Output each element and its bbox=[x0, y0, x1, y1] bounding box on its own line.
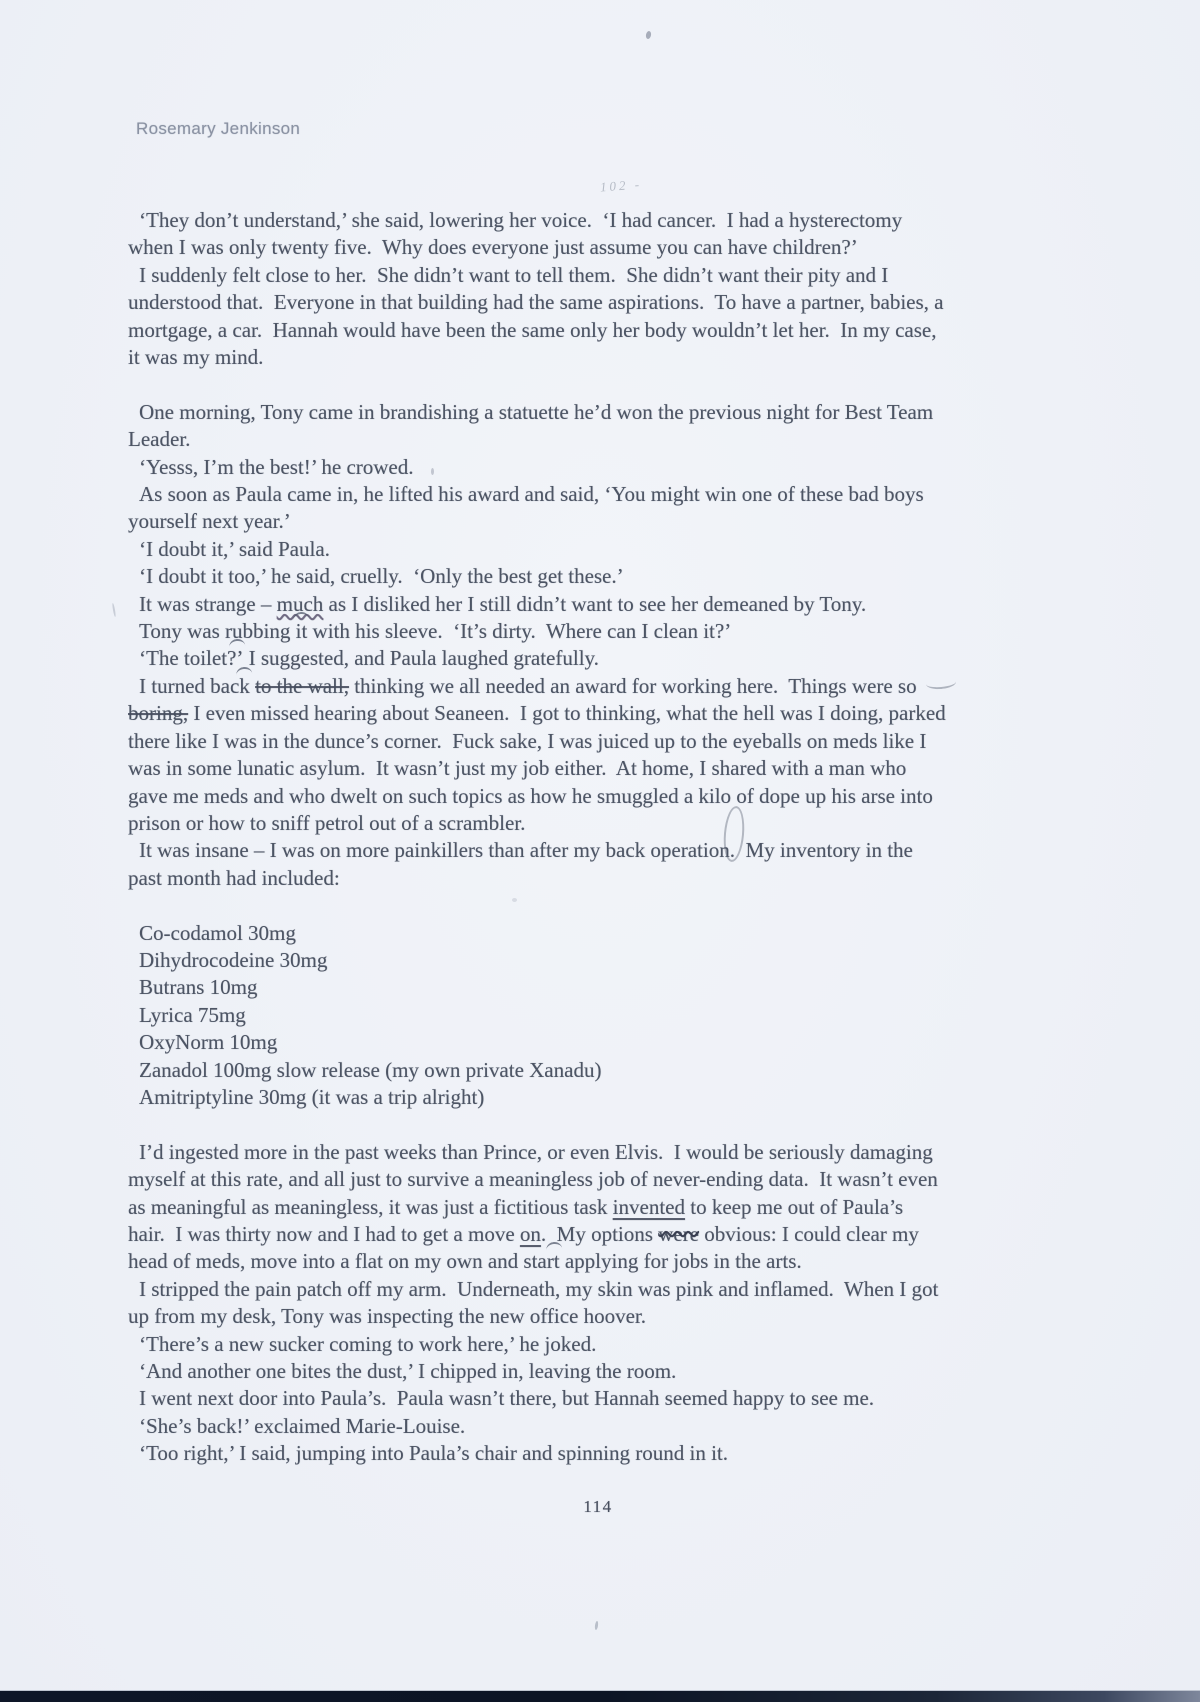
text-segment: it was my mind. bbox=[128, 345, 264, 370]
text-segment: as meaningful as meaningless, it was just a fictitious task bbox=[128, 1194, 613, 1219]
text-segment: ‘Yesss, I’m the best!’ he crowed. bbox=[139, 454, 414, 479]
text-segment: thinking we all needed an award for working here. Things were so bbox=[348, 673, 922, 698]
text-segment: Co-codamol 30mg bbox=[139, 920, 296, 945]
text-line bbox=[128, 1385, 1118, 1412]
text-segment: past month had included: bbox=[128, 865, 340, 890]
pen-annotated-text: boring, bbox=[128, 701, 189, 726]
text-segment: I’d ingested more in the past weeks than Prince, or even Elvis. I would be seriously damaging bbox=[139, 1139, 933, 1164]
text-line bbox=[128, 591, 1118, 618]
text-line bbox=[128, 262, 1118, 289]
page-number: 114 bbox=[583, 1497, 613, 1516]
text-line bbox=[128, 508, 1118, 535]
text-segment: hair. I was thirty now and I had to get a move bbox=[128, 1221, 520, 1246]
pen-annotated-text: on bbox=[519, 1221, 541, 1246]
text-segment: Zanadol 100mg slow release (my own private Xanadu) bbox=[139, 1057, 602, 1082]
text-segment: mortgage, a car. Hannah would have been the same only her body wouldn’t let her. In my case, bbox=[128, 317, 937, 342]
text-line bbox=[128, 1440, 1118, 1467]
text-segment: Amitriptyline 30mg (it was a trip alright) bbox=[139, 1084, 485, 1109]
text-segment: OxyNorm 10mg bbox=[139, 1030, 278, 1055]
text-line bbox=[128, 399, 1118, 426]
text-line bbox=[128, 700, 1118, 727]
text-segment: Tony was rubbing bbox=[139, 619, 296, 644]
text-segment: myself at this rate, and all just to survive a meaningless job of never-ending data. It wasn’t even bbox=[128, 1167, 938, 1192]
text-line bbox=[128, 1276, 1118, 1303]
author-header: Rosemary Jenkinson bbox=[136, 119, 301, 138]
text-line bbox=[128, 1002, 1118, 1029]
text-segment: Leader. bbox=[128, 427, 191, 452]
text-line bbox=[128, 1331, 1118, 1358]
text-segment: My inventory in the bbox=[734, 838, 913, 863]
text-segment: ‘I doubt it,’ said Paula. bbox=[139, 536, 330, 561]
text-segment: I went next door into Paula’s. Paula wasn’t there, but Hannah seemed happy to see me. bbox=[139, 1386, 875, 1411]
blank-line bbox=[128, 371, 1118, 398]
text-segment: . My options bbox=[540, 1221, 659, 1246]
text-line bbox=[128, 1166, 1118, 1193]
text-segment: when I was only twenty five. Why does everyone just assume you can have children?’ bbox=[128, 235, 858, 260]
text-line bbox=[128, 947, 1118, 974]
text-line bbox=[128, 481, 1118, 508]
pen-annotated-text: back bbox=[210, 673, 250, 698]
text-segment: As soon as Paula came in, he lifted his award and said, ‘You might win one of these bad boys bbox=[139, 482, 924, 507]
text-segment: I even missed hearing about Seaneen. I got to thinking, what the hell was I doing, parked bbox=[188, 701, 946, 726]
text-line bbox=[128, 755, 1118, 782]
text-segment: gave me meds and who dwelt on such topics as how he smuggled a kilo of dope up his arse into bbox=[128, 783, 933, 808]
pen-annotated-text: ‘The toilet?’ bbox=[139, 646, 244, 671]
text-segment: I suggested, and Paula laughed gratefully. bbox=[243, 646, 599, 671]
text-segment: applying for jobs in the arts. bbox=[559, 1249, 802, 1274]
text-line bbox=[128, 1358, 1118, 1385]
text-line bbox=[128, 234, 1118, 261]
pen-annotated-text: start bbox=[523, 1249, 560, 1274]
text-line bbox=[128, 1303, 1118, 1330]
text-segment: ‘She’s back!’ exclaimed Marie-Louise. bbox=[139, 1413, 466, 1438]
text-segment: as I disliked her I still didn’t want to see her demeaned by Tony. bbox=[323, 591, 867, 616]
text-segment: ‘They don’t understand,’ she said, lowering her voice. ‘I had cancer. I had a hysterectomy bbox=[139, 208, 903, 232]
text-segment: obvious: I could clear my bbox=[698, 1221, 919, 1246]
text-segment: I stripped the pain patch off my arm. Underneath, my skin was pink and inflamed. When I got bbox=[139, 1276, 939, 1301]
text-line bbox=[128, 810, 1118, 837]
text-line bbox=[128, 783, 1118, 810]
text-segment: Lyrica 75mg bbox=[139, 1002, 246, 1027]
text-segment: up from my desk, Tony was inspecting the new office hoover. bbox=[128, 1304, 646, 1329]
scanner-edge-bar bbox=[0, 1691, 1200, 1702]
text-segment: Dihydrocodeine 30mg bbox=[139, 947, 328, 972]
text-line bbox=[128, 1057, 1118, 1084]
text-line bbox=[128, 837, 1118, 864]
text-line bbox=[128, 974, 1118, 1001]
pen-annotated-text: were bbox=[658, 1221, 699, 1246]
pen-annotated-text: invented bbox=[612, 1194, 685, 1219]
text-line bbox=[128, 207, 1118, 234]
pen-annotated-text: much bbox=[276, 591, 324, 616]
text-segment: there like I was in the dunce’s corner. Fuck sake, I was juiced up to the eyeballs on meds like I bbox=[128, 728, 927, 753]
text-line bbox=[128, 344, 1118, 371]
text-line bbox=[128, 1248, 1118, 1275]
text-line bbox=[128, 454, 1118, 481]
text-segment: to keep me out of Paula’s bbox=[684, 1194, 904, 1219]
text-line bbox=[128, 645, 1118, 672]
text-line bbox=[128, 728, 1118, 755]
text-line bbox=[128, 920, 1118, 947]
text-line bbox=[128, 865, 1118, 892]
text-line bbox=[128, 1139, 1118, 1166]
text-segment: It was strange – bbox=[139, 591, 277, 616]
text-line bbox=[128, 536, 1118, 563]
text-segment: was in some lunatic asylum. It wasn’t just my job either. At home, I shared with a man who bbox=[128, 756, 907, 781]
text-line bbox=[128, 1413, 1118, 1440]
text-segment: It was insane – I was on more painkillers than after my back operation bbox=[139, 838, 730, 863]
text-segment: ‘I doubt it too,’ he said, cruelly. ‘Only the best get these.’ bbox=[139, 564, 624, 589]
blank-line bbox=[128, 892, 1118, 919]
text-segment: with his sleeve. ‘It’s dirty. Where can I clean it?’ bbox=[307, 619, 732, 644]
scan-speck bbox=[645, 31, 652, 40]
text-segment: ‘Too right,’ I said, jumping into Paula’s chair and spinning round in it. bbox=[139, 1441, 728, 1466]
pen-scribble-mark bbox=[925, 676, 956, 691]
text-segment: I suddenly felt close to her. She didn’t want to tell them. She didn’t want their pity and I bbox=[139, 262, 889, 287]
manuscript-text bbox=[128, 207, 1118, 1468]
scan-speck bbox=[112, 603, 116, 617]
text-segment: head of meds, move into a flat on my own and bbox=[128, 1249, 524, 1274]
text-line bbox=[128, 673, 1118, 700]
text-segment: prison or how to sniff petrol out of a scrambler. bbox=[128, 810, 526, 835]
text-segment: Butrans 10mg bbox=[139, 975, 258, 1000]
text-line bbox=[128, 1194, 1118, 1221]
blank-line bbox=[128, 1111, 1118, 1138]
text-line bbox=[128, 1029, 1118, 1056]
text-line bbox=[128, 289, 1118, 316]
text-line bbox=[128, 317, 1118, 344]
pen-annotated-text: it bbox=[295, 619, 308, 644]
text-line bbox=[128, 1221, 1118, 1248]
text-segment: ‘And another one bites the dust,’ I chipped in, leaving the room. bbox=[139, 1359, 677, 1384]
text-segment: yourself next year.’ bbox=[128, 509, 291, 534]
text-segment: ‘There’s a new sucker coming to work here,’ he joked. bbox=[139, 1331, 597, 1356]
scan-speck bbox=[594, 1621, 598, 1630]
faint-pencil-mark: 102 - bbox=[599, 176, 643, 195]
text-line bbox=[128, 563, 1118, 590]
text-segment: One morning, Tony came in brandishing a statuette he’d won the previous night for Best Team bbox=[139, 399, 934, 424]
text-line bbox=[128, 618, 1118, 645]
text-segment: understood that. Everyone in that building had the same aspirations. To have a partner, babies, a bbox=[128, 290, 944, 315]
text-segment: I turned bbox=[139, 673, 211, 698]
text-line bbox=[128, 426, 1118, 453]
pen-annotated-text: to the wall, bbox=[255, 673, 349, 698]
text-line bbox=[128, 1084, 1118, 1111]
pen-annotated-text: . bbox=[729, 838, 735, 863]
